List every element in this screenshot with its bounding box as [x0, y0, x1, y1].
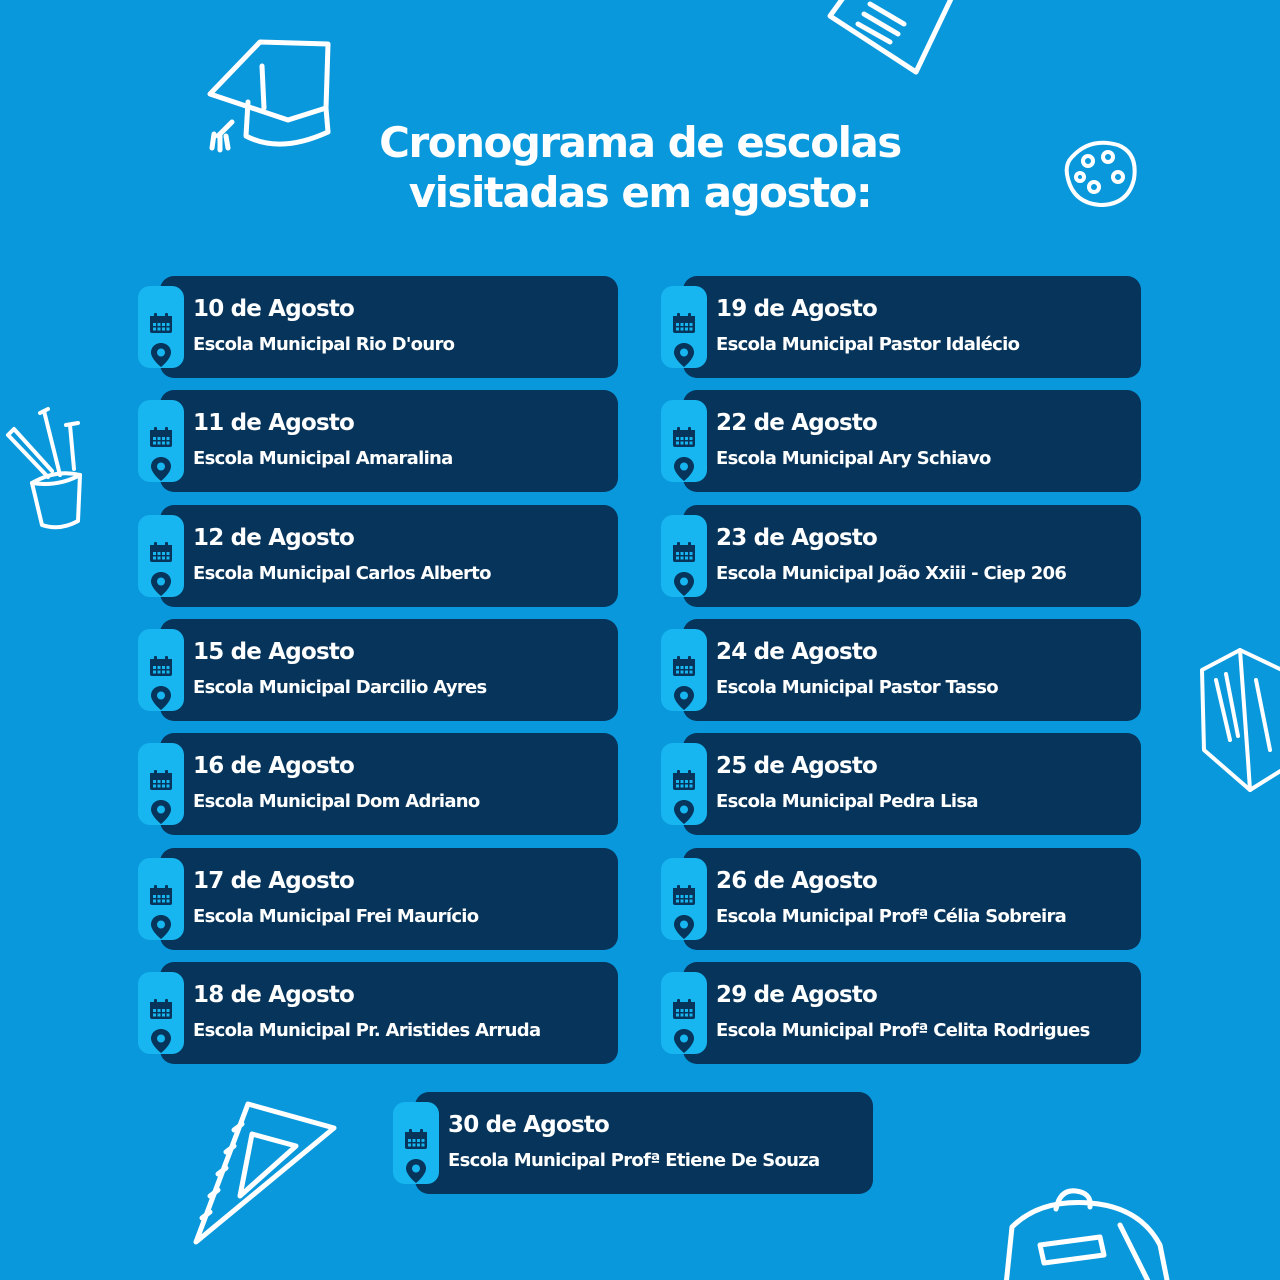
calendar-icon	[672, 998, 696, 1020]
school-name: Escola Municipal Pedra Lisa	[716, 791, 978, 812]
card-background	[160, 962, 618, 1064]
card-icon-tab	[661, 400, 707, 482]
schedule-card	[661, 505, 1141, 607]
calendar-icon	[672, 541, 696, 563]
calendar-icon	[149, 312, 173, 334]
map-pin-icon	[150, 571, 172, 597]
map-pin-icon	[673, 685, 695, 711]
school-name: Escola Municipal Darcilio Ayres	[193, 677, 487, 698]
visit-date: 11 de Agosto	[193, 410, 355, 436]
school-name: Escola Municipal Profª Célia Sobreira	[716, 906, 1067, 927]
card-icon-tab	[661, 858, 707, 940]
page-title	[0, 118, 1280, 218]
map-pin-icon	[673, 342, 695, 368]
card-background	[683, 390, 1141, 492]
card-background	[160, 276, 618, 378]
card-background	[415, 1092, 873, 1194]
school-name: Escola Municipal Ary Schiavo	[716, 448, 991, 469]
map-pin-icon	[150, 1028, 172, 1054]
card-icon-tab	[138, 286, 184, 368]
visit-date: 24 de Agosto	[716, 639, 878, 665]
schedule-card	[138, 390, 618, 492]
card-background	[683, 962, 1141, 1064]
schedule-card	[661, 848, 1141, 950]
card-icon-tab	[661, 972, 707, 1054]
schedule-card	[138, 962, 618, 1064]
map-pin-icon	[673, 456, 695, 482]
map-pin-icon	[150, 914, 172, 940]
calendar-icon	[672, 426, 696, 448]
school-name: Escola Municipal Pr. Aristides Arruda	[193, 1020, 541, 1041]
schedule-card	[661, 390, 1141, 492]
visit-date: 19 de Agosto	[716, 296, 878, 322]
schedule-card	[661, 962, 1141, 1064]
calendar-icon	[672, 312, 696, 334]
calendar-icon	[672, 769, 696, 791]
school-name: Escola Municipal Dom Adriano	[193, 791, 480, 812]
visit-date: 18 de Agosto	[193, 982, 355, 1008]
map-pin-icon	[673, 571, 695, 597]
map-pin-icon	[673, 1028, 695, 1054]
calendar-icon	[672, 884, 696, 906]
map-pin-icon	[150, 685, 172, 711]
calendar-icon	[149, 998, 173, 1020]
card-background	[683, 733, 1141, 835]
calendar-icon	[149, 769, 173, 791]
card-background	[160, 733, 618, 835]
title-line-2: visitadas em agosto:	[408, 168, 872, 217]
document-icon	[820, 0, 970, 80]
visit-date: 26 de Agosto	[716, 868, 878, 894]
school-name: Escola Municipal Rio D'ouro	[193, 334, 455, 355]
visit-date: 12 de Agosto	[193, 525, 355, 551]
visit-date: 16 de Agosto	[193, 753, 355, 779]
calendar-icon	[149, 884, 173, 906]
visit-date: 25 de Agosto	[716, 753, 878, 779]
schedule-card	[661, 733, 1141, 835]
schedule-card	[661, 619, 1141, 721]
map-pin-icon	[150, 342, 172, 368]
schedule-card	[138, 733, 618, 835]
schedule-card	[393, 1092, 873, 1194]
visit-date: 23 de Agosto	[716, 525, 878, 551]
visit-date: 30 de Agosto	[448, 1112, 610, 1138]
school-name: Escola Municipal Carlos Alberto	[193, 563, 491, 584]
calendar-icon	[149, 541, 173, 563]
calendar-icon	[672, 655, 696, 677]
calendar-icon	[149, 426, 173, 448]
card-icon-tab	[138, 629, 184, 711]
school-name: Escola Municipal João Xxiii - Ciep 206	[716, 563, 1067, 584]
pencil-cup-icon	[0, 405, 95, 535]
card-icon-tab	[661, 286, 707, 368]
school-name: Escola Municipal Frei Maurício	[193, 906, 479, 927]
backpack-icon	[1000, 1185, 1170, 1280]
schedule-card	[138, 848, 618, 950]
schedule-card	[138, 276, 618, 378]
map-pin-icon	[150, 456, 172, 482]
school-name: Escola Municipal Profª Etiene De Souza	[448, 1150, 820, 1171]
schedule-card	[661, 276, 1141, 378]
card-background	[160, 390, 618, 492]
card-icon-tab	[661, 629, 707, 711]
card-icon-tab	[138, 400, 184, 482]
map-pin-icon	[673, 914, 695, 940]
visit-date: 29 de Agosto	[716, 982, 878, 1008]
card-background	[683, 848, 1141, 950]
school-name: Escola Municipal Pastor Idalécio	[716, 334, 1020, 355]
card-icon-tab	[393, 1102, 439, 1184]
books-icon	[1190, 640, 1280, 800]
map-pin-icon	[150, 799, 172, 825]
map-pin-icon	[405, 1158, 427, 1184]
card-background	[683, 619, 1141, 721]
schedule-card	[138, 619, 618, 721]
school-name: Escola Municipal Amaralina	[193, 448, 453, 469]
card-icon-tab	[138, 743, 184, 825]
map-pin-icon	[673, 799, 695, 825]
card-background	[683, 276, 1141, 378]
card-background	[160, 619, 618, 721]
school-name: Escola Municipal Pastor Tasso	[716, 677, 998, 698]
calendar-icon	[149, 655, 173, 677]
card-icon-tab	[138, 515, 184, 597]
card-icon-tab	[661, 743, 707, 825]
title-line-1: Cronograma de escolas	[379, 118, 901, 167]
card-background	[160, 505, 618, 607]
schedule-card	[138, 505, 618, 607]
visit-date: 15 de Agosto	[193, 639, 355, 665]
calendar-icon	[404, 1128, 428, 1150]
school-name: Escola Municipal Profª Celita Rodrigues	[716, 1020, 1090, 1041]
visit-date: 17 de Agosto	[193, 868, 355, 894]
visit-date: 22 de Agosto	[716, 410, 878, 436]
card-icon-tab	[138, 972, 184, 1054]
set-square-icon	[190, 1100, 340, 1250]
card-icon-tab	[138, 858, 184, 940]
visit-date: 10 de Agosto	[193, 296, 355, 322]
card-background	[683, 505, 1141, 607]
card-background	[160, 848, 618, 950]
card-icon-tab	[661, 515, 707, 597]
